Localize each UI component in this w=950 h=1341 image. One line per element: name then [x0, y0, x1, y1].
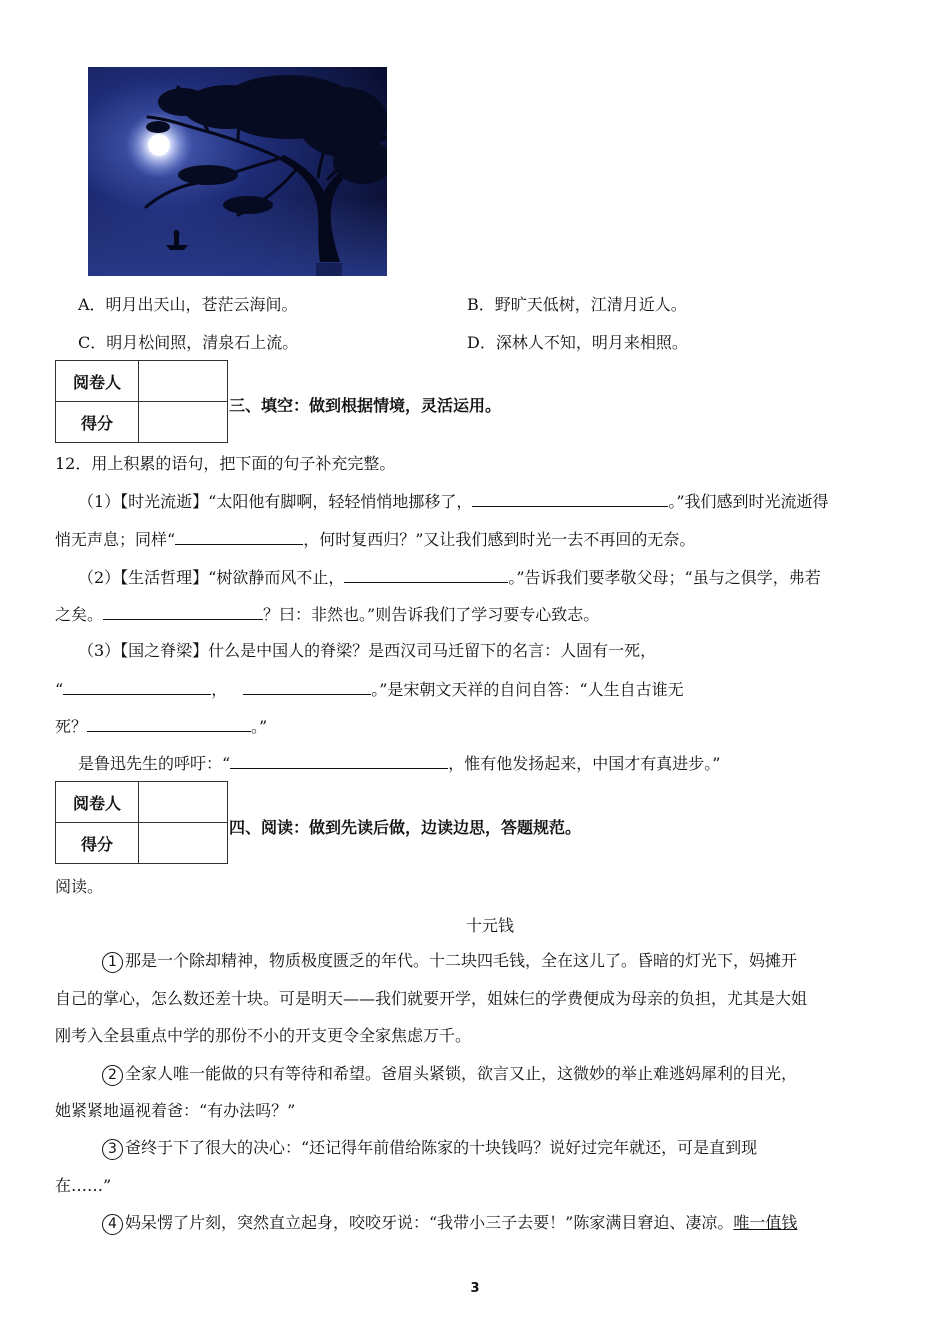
score-label: 得分: [56, 402, 139, 443]
fill-blank[interactable]: [63, 678, 211, 695]
para1-text-a: 那是一个除却精神，物质极度匮乏的年代。十二块四毛钱，全在这儿了。昏暗的灯光下，妈摊开: [125, 951, 798, 970]
para-number-2: 2: [102, 1065, 123, 1086]
q12-part3-text-h: ，惟有他发扬起来，中国才有真进步。”: [448, 754, 721, 773]
q12-part3-line3: [55, 715, 267, 738]
question-12-prompt: 12．用上积累的语句，把下面的句子补充完整。: [55, 454, 396, 473]
section3-title: 三、填空：做到根据情境，灵活运用。: [229, 396, 502, 415]
score-cell: [139, 402, 228, 443]
q12-part3-text-e: 死？: [55, 717, 88, 736]
q12-part2-text-d: ？曰：非然也。”则告诉我们了学习要专心致志。: [263, 605, 600, 624]
fill-blank[interactable]: [103, 603, 263, 620]
para3-line1: [102, 1137, 757, 1160]
para2-line1: [102, 1063, 797, 1086]
para2-text-a: 全家人唯一能做的只有等待和希望。爸眉头紧锁，欲言又止，这微妙的举止难逃妈犀利的目光，: [125, 1064, 798, 1083]
option-b: B．野旷天低树，江清月近人。: [467, 295, 687, 314]
para3-text-a: 爸终于下了很大的决心：“还记得年前借给陈家的十块钱吗？说好过完年就还，可是直到现: [125, 1138, 758, 1157]
option-a: A．明月出天山，苍茫云海间。: [78, 295, 298, 314]
q12-part3-text-f: 。”: [251, 717, 268, 736]
q12-part3-text-c: ，: [211, 680, 228, 699]
q12-part1-line1: [78, 490, 829, 513]
para4-text-a: 妈呆愣了片刻，突然直立起身，咬咬牙说：“我带小三子去要！”陈家满目窘迫、凄凉。: [125, 1213, 734, 1232]
reviewer-cell: [139, 361, 228, 402]
reading-intro: 阅读。: [55, 877, 104, 896]
fill-blank[interactable]: [87, 715, 251, 732]
q12-part1-text-b: 。”我们感到时光流逝得: [668, 492, 829, 511]
night-tree-moon-image: [88, 67, 387, 276]
section4-title: 四、阅读：做到先读后做，边读边思，答题规范。: [229, 818, 582, 837]
q12-part3-line2: [55, 678, 684, 701]
para1-line3: 刚考入全县重点中学的那份不小的开支更令全家焦虑万千。: [55, 1026, 472, 1045]
q12-part2-text-a: （2）【生活哲理】“树欲静而风不止，: [78, 568, 345, 587]
reviewer-label: 阅卷人: [56, 782, 139, 823]
q12-part3-line1: （3）【国之脊梁】什么是中国人的脊梁？是西汉司马迁留下的名言：人固有一死，: [78, 641, 657, 660]
q12-part2-text-c: 之矣。: [55, 605, 104, 624]
fill-blank[interactable]: [230, 752, 448, 769]
para3-line2: 在……”: [55, 1176, 112, 1195]
q12-part1-line2: [55, 528, 695, 551]
score-label: 得分: [56, 823, 139, 864]
story-title: 十元钱: [465, 916, 514, 935]
q12-part3-text-d: 。”是宋朝文天祥的自问自答：“人生自古谁无: [371, 680, 684, 699]
para-number-1: 1: [102, 952, 123, 973]
reviewer-cell: [139, 782, 228, 823]
fill-blank[interactable]: [472, 490, 668, 507]
score-box-section4: [55, 781, 228, 864]
q12-part1-text-c: 悄无声息；同样“: [55, 530, 176, 549]
para4-line1: [102, 1212, 797, 1235]
para4-underlined-text: 唯一值钱: [733, 1213, 798, 1232]
page-number: 3: [470, 1281, 480, 1296]
para-number-4: 4: [102, 1214, 123, 1235]
q12-part3-text-b: “: [55, 680, 64, 699]
score-cell: [139, 823, 228, 864]
option-c: C．明月松间照，清泉石上流。: [78, 333, 299, 352]
q12-part3-line4: [78, 752, 720, 775]
q12-part3-text-g: 是鲁迅先生的呼吁：“: [78, 754, 231, 773]
q12-part2-line1: [78, 566, 821, 589]
para1-line2: 自己的掌心，怎么数还差十块。可是明天——我们就要开学，姐妹仨的学费便成为母亲的负担，尤其是大姐: [55, 989, 808, 1008]
q12-part2-line2: [55, 603, 599, 626]
reviewer-label: 阅卷人: [56, 361, 139, 402]
fill-blank[interactable]: [344, 566, 508, 583]
fill-blank[interactable]: [175, 528, 303, 545]
option-d: D．深林人不知，明月来相照。: [467, 333, 688, 352]
para2-line2: 她紧紧地逼视着爸：“有办法吗？”: [55, 1101, 296, 1120]
fill-blank[interactable]: [243, 678, 371, 695]
para1-line1: [102, 950, 797, 973]
q12-part1-text-d: ，何时复西归？”又让我们感到时光一去不再回的无奈。: [303, 530, 696, 549]
q12-part2-text-b: 。”告诉我们要孝敬父母；“虽与之俱学，弗若: [508, 568, 821, 587]
q12-part1-text-a: （1）【时光流逝】“太阳他有脚啊，轻轻悄悄地挪移了，: [78, 492, 473, 511]
para-number-3: 3: [102, 1139, 123, 1160]
score-box-section3: [55, 360, 228, 443]
